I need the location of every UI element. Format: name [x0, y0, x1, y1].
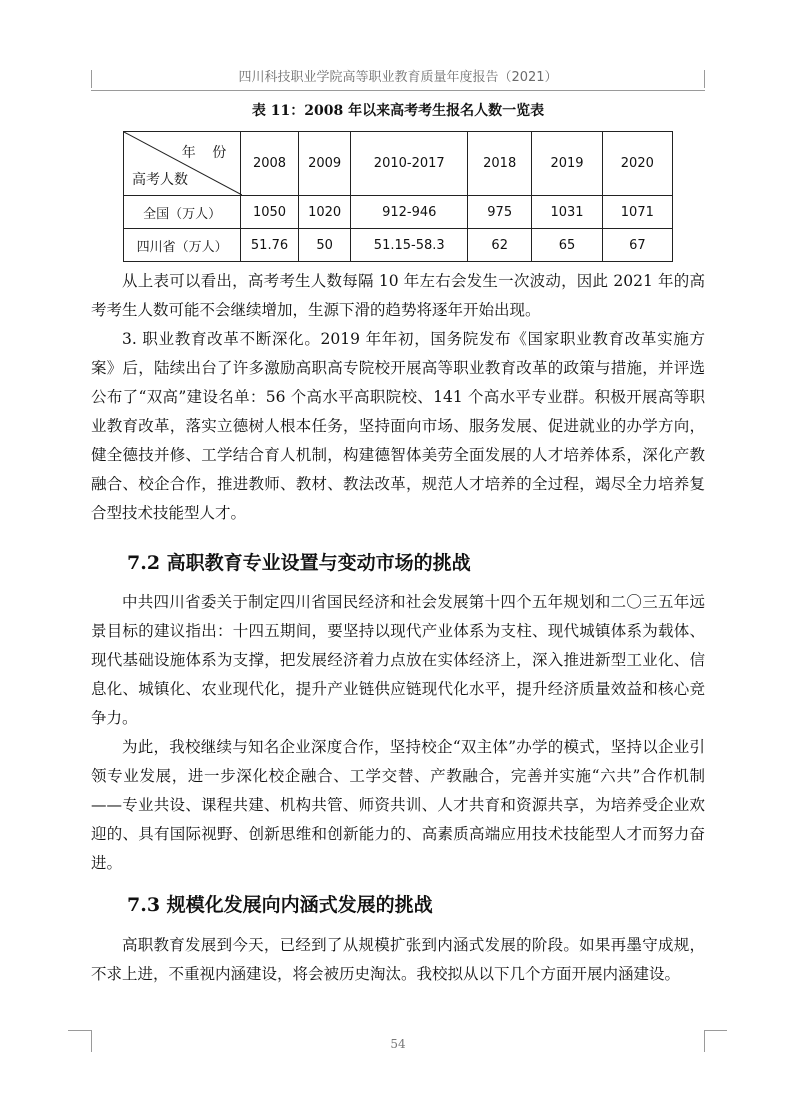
applicants-table — [123, 131, 673, 262]
year-cell: 2008 — [241, 132, 299, 196]
paragraph-cooperation: 为此，我校继续与知名企业深度合作，坚持校企“双主体”办学的模式，坚持以企业引领专业发展，进一步深化校企融合、工学交替、产教融合，完善并实施“六共”合作机制——专业共设、课程共建、机构共管、师资共训、人才共育和资源共享，为培养受企业欢迎的、具有国际视野、创新思维和创新能力的、高素质高端应用技术技能型人才而努力奋进。 — [91, 738, 705, 872]
paragraph-reform: 3. 职业教育改革不断深化。2019 年年初，国务院发布《国家职业教育改革实施方案》后，陆续出台了许多激励高职高专院校开展高等职业教育改革的政策与措施，并评选公布了“双高”建设名单：56 个高水平高职院校、141 个高水平专业群。积极开展高等职业教育改革，落实立德树人根本任务，坚持面向市场、服务发展、促进就业的办学方向，健全德技并修、工学结合育人机制，构建德智体美劳全面发展的人才培养体系，深化产教融合、校企合作，推进教师、教材、教法改革，规范人才培养的全过程，竭尽全力培养复合型技术技能型人才。 — [91, 330, 705, 522]
page-number: 54 — [390, 1037, 406, 1051]
crop-mark-bottom-right-h — [704, 1030, 727, 1031]
row-label: 全国（万人） — [124, 196, 241, 229]
year-cell: 2020 — [602, 132, 672, 196]
table-caption: 表 11：2008 年以来高考考生报名人数一览表 — [251, 103, 545, 119]
year-cell: 2009 — [298, 132, 351, 196]
value-cell: 1020 — [298, 196, 351, 229]
value-cell: 975 — [468, 196, 532, 229]
year-cell: 2010-2017 — [351, 132, 468, 196]
corner-label-year: 年 份 — [181, 145, 233, 161]
row-label: 四川省（万人） — [124, 229, 241, 262]
value-cell: 1071 — [602, 196, 672, 229]
section-heading-7-3: 7.3 规模化发展向内涵式发展的挑战 — [127, 894, 433, 916]
section-heading-7-2: 7.2 高职教育专业设置与变动市场的挑战 — [127, 552, 471, 574]
value-cell: 65 — [532, 229, 602, 262]
year-cell: 2019 — [532, 132, 602, 196]
crop-mark-bottom-left-h — [68, 1030, 91, 1031]
diagonal-header-cell — [124, 132, 241, 196]
table-row-sichuan — [124, 229, 673, 262]
value-cell: 62 — [468, 229, 532, 262]
value-cell: 51.15-58.3 — [351, 229, 468, 262]
paragraph-connotation: 高职教育发展到今天，已经到了从规模扩张到内涵式发展的阶段。如果再墨守成规，不求上进，不重视内涵建设，将会被历史淘汰。我校拟从以下几个方面开展内涵建设。 — [91, 936, 705, 983]
corner-label-count: 高考人数 — [132, 172, 188, 188]
year-cell: 2018 — [468, 132, 532, 196]
paragraph-sichuan-plan: 中共四川省委关于制定四川省国民经济和社会发展第十四个五年规划和二〇三五年远景目标的建议指出：十四五期间，要坚持以现代产业体系为支柱、现代城镇体系为载体、现代基础设施体系为支撑，把发展经济着力点放在实体经济上，深入推进新型工业化、信息化、城镇化、农业现代化，提升产业链供应链现代化水平，提升经济质量效益和核心竞争力。 — [91, 593, 705, 727]
value-cell: 912-946 — [351, 196, 468, 229]
running-header: 四川科技职业学院高等职业教育质量年度报告（2021） — [91, 68, 705, 91]
value-cell: 67 — [602, 229, 672, 262]
value-cell: 1031 — [532, 196, 602, 229]
paragraph-table-analysis: 从上表可以看出，高考考生人数每隔 10 年左右会发生一次波动，因此 2021 年的高考考生人数可能不会继续增加，生源下滑的趋势将逐年开始出现。 — [91, 272, 705, 319]
value-cell: 1050 — [241, 196, 299, 229]
value-cell: 51.76 — [241, 229, 299, 262]
table-row-national — [124, 196, 673, 229]
table-header-row — [124, 132, 673, 196]
value-cell: 50 — [298, 229, 351, 262]
